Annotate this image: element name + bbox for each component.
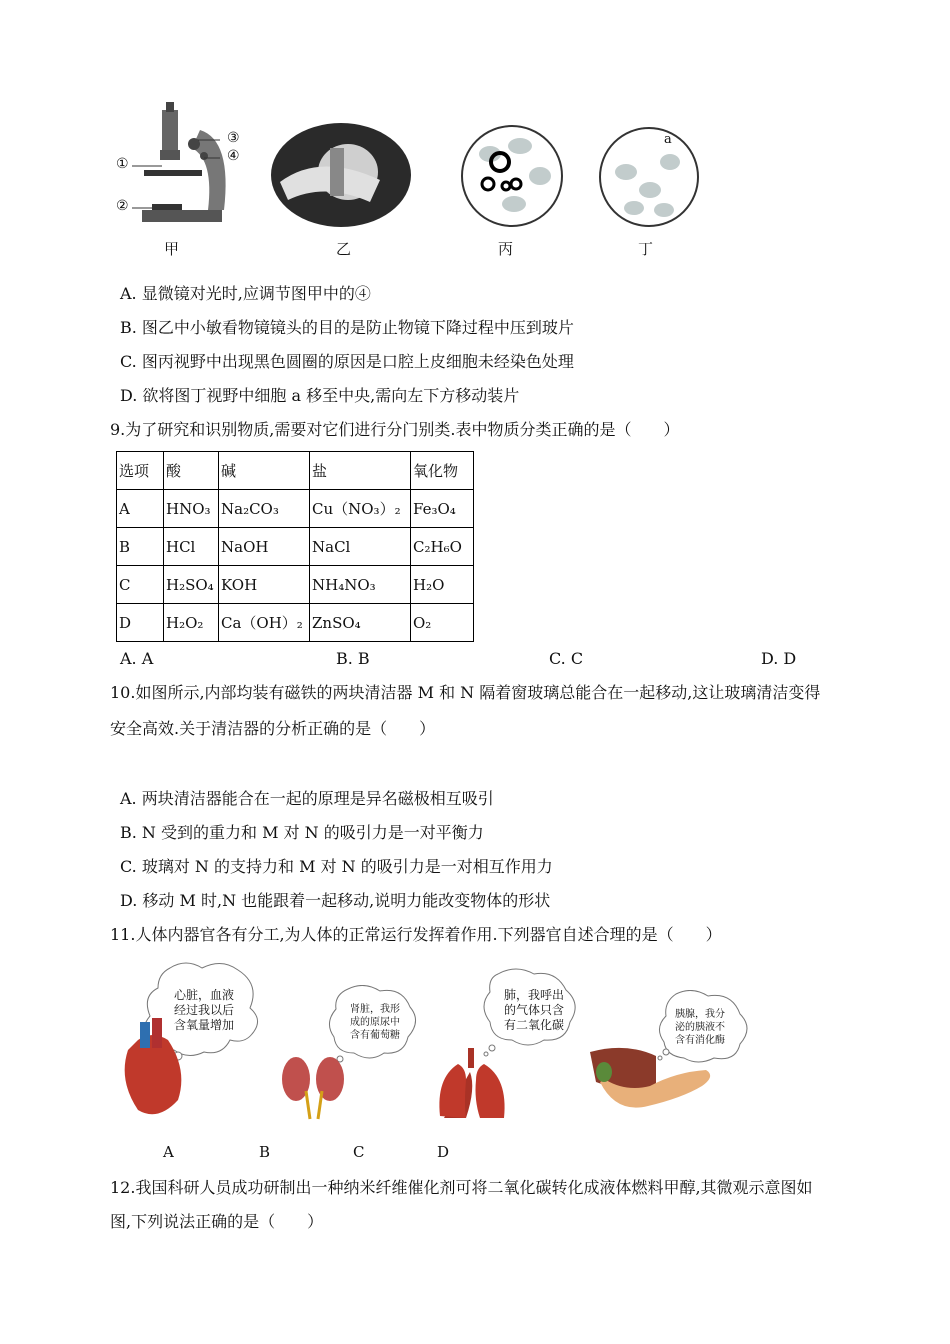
marker-4: ④ — [227, 148, 240, 164]
table-row — [117, 604, 474, 642]
q11-label-c: C — [353, 1143, 365, 1161]
figure-label-bing: 丙 — [498, 240, 514, 258]
header-cell: 碱 — [219, 452, 310, 490]
microscope-view-bing — [460, 124, 564, 228]
q9-stem: 9.为了研究和识别物质,需要对它们进行分门别类.表中物质分类正确的是（ ） — [110, 420, 680, 439]
table-cell: A — [117, 490, 164, 528]
q8-option-b: B. 图乙中小敏看物镜镜头的目的是防止物镜下降过程中压到玻片 — [120, 318, 574, 337]
q11-stem: 11.人体内器官各有分工,为人体的正常运行发挥着作用.下列器官自述合理的是（ ） — [110, 925, 722, 944]
table-cell: C₂H₆O — [411, 528, 474, 566]
table-cell: O₂ — [411, 604, 474, 642]
table-cell: C — [117, 566, 164, 604]
header-cell: 盐 — [310, 452, 411, 490]
q10-option-c: C. 玻璃对 N 的支持力和 M 对 N 的吸引力是一对相互作用力 — [120, 857, 553, 876]
table-cell: NaOH — [219, 528, 310, 566]
header-cell: 选项 — [117, 452, 164, 490]
pancreas-figure — [586, 990, 756, 1118]
q9-option-c: C. C — [549, 649, 584, 668]
table-cell: HNO₃ — [164, 490, 219, 528]
marker-3: ③ — [227, 130, 240, 146]
heart-figure — [118, 960, 278, 1120]
kidney-figure — [278, 985, 418, 1120]
q8-option-c: C. 图丙视野中出现黑色圆圈的原因是口腔上皮细胞未经染色处理 — [120, 352, 574, 371]
lung-figure — [436, 968, 586, 1120]
q9-option-b: B. B — [336, 649, 370, 668]
table-cell: H₂O₂ — [164, 604, 219, 642]
bubble-heart-text: 心脏，血液 经过我以后 含氧量增加 — [173, 988, 234, 1032]
figure-label-ding: 丁 — [638, 240, 654, 258]
q11-label-b: B — [259, 1143, 271, 1161]
classification-table — [116, 451, 474, 642]
bubble-kidney-text: 肾脏，我形 成的原尿中 含有葡萄糖 — [350, 1004, 400, 1041]
q11-label-a: A — [163, 1143, 174, 1161]
q10-option-a: A. 两块清洁器能合在一起的原理是异名磁极相互吸引 — [120, 789, 494, 808]
table-cell: H₂O — [411, 566, 474, 604]
q9-option-d: D. D — [761, 649, 797, 668]
q10-stem-line2: 安全高效.关于清洁器的分析正确的是（ ） — [110, 719, 436, 738]
microscope-figure-jia — [112, 100, 257, 230]
cell-a-label: a — [664, 132, 672, 147]
q11-label-d: D — [437, 1143, 450, 1161]
table-cell: B — [117, 528, 164, 566]
figure-label-yi: 乙 — [336, 240, 352, 258]
table-cell: ZnSO₄ — [310, 604, 411, 642]
q10-option-d: D. 移动 M 时,N 也能跟着一起移动,说明力能改变物体的形状 — [120, 891, 551, 910]
table-row — [117, 566, 474, 604]
marker-2: ② — [116, 198, 129, 214]
q12-stem-line2: 图,下列说法正确的是（ ） — [110, 1212, 324, 1231]
table-cell: H₂SO₄ — [164, 566, 219, 604]
microscope-view-ding — [598, 126, 700, 228]
bubble-pancreas-text: 胰腺，我分 泌的胰液不 含有消化酶 — [675, 1009, 725, 1046]
table-cell: HCl — [164, 528, 219, 566]
table-cell: Na₂CO₃ — [219, 490, 310, 528]
table-cell: Cu（NO₃）₂ — [310, 490, 411, 528]
header-cell: 氧化物 — [411, 452, 474, 490]
table-cell: Fe₃O₄ — [411, 490, 474, 528]
student-photo-yi — [270, 122, 412, 228]
figure-label-jia: 甲 — [164, 240, 180, 258]
table-cell: Ca（OH）₂ — [219, 604, 310, 642]
bubble-lung-text: 肺，我呼出 的气体只含 有二氧化碳 — [503, 988, 564, 1032]
marker-1: ① — [116, 156, 129, 172]
table-cell: D — [117, 604, 164, 642]
table-row — [117, 528, 474, 566]
q12-stem-line1: 12.我国科研人员成功研制出一种纳米纤维催化剂可将二氧化碳转化成液体燃料甲醇,其微观示意图如 — [110, 1178, 813, 1197]
q8-option-d: D. 欲将图丁视野中细胞 a 移至中央,需向左下方移动装片 — [120, 386, 520, 405]
table-header-row — [117, 452, 474, 490]
q10-stem-line1: 10.如图所示,内部均装有磁铁的两块清洁器 M 和 N 隔着窗玻璃总能合在一起移动,这让玻璃清洁变得 — [110, 683, 821, 702]
q9-option-a: A. A — [120, 649, 154, 668]
table-row — [117, 490, 474, 528]
table-cell: KOH — [219, 566, 310, 604]
header-cell: 酸 — [164, 452, 219, 490]
q10-option-b: B. N 受到的重力和 M 对 N 的吸引力是一对平衡力 — [120, 823, 484, 842]
table-cell: NH₄NO₃ — [310, 566, 411, 604]
table-cell: NaCl — [310, 528, 411, 566]
q8-option-a: A. 显微镜对光时,应调节图甲中的④ — [120, 284, 371, 303]
